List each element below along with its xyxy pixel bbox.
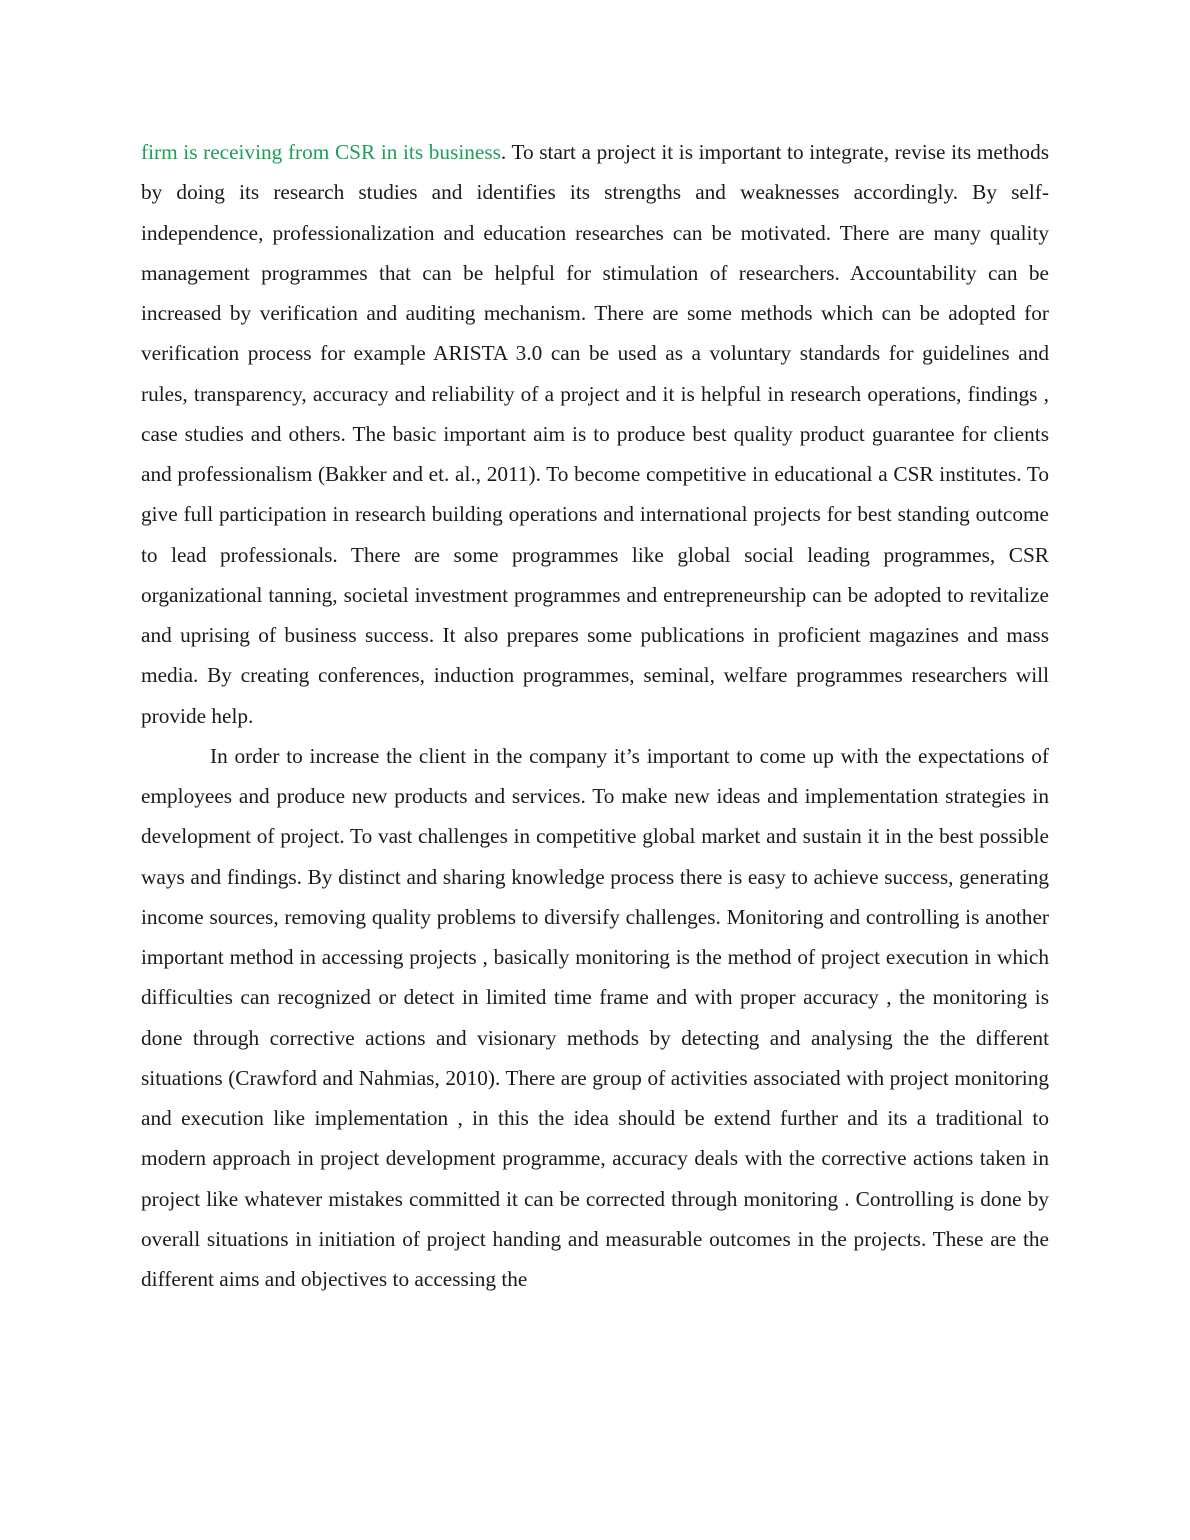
body-paragraph-1 [141,132,1049,736]
paragraph-2-text: In order to increase the client in the company it’s important to come up with the expectations of employees and produce new products and services. To make new ideas and implementation strategies in development of project. To vast challenges in competitive global market and sustain it in the best possible ways and findings. By distinct and sharing knowledge process there is easy to achieve success, generating income sources, removing quality problems to diversify challenges. Monitoring and controlling is another important method in accessing projects , basically monitoring is the method of project execution in which difficulties can recognized or detect in limited time frame and with proper accuracy , the monitoring is done through corrective actions and visionary methods by detecting and analysing the the different situations (Crawford and Nahmias, 2010). There are group of activities associated with project monitoring and execution like implementation , in this the idea should be extend further and its a traditional to modern approach in project development programme, accuracy deals with the corrective actions taken in project like whatever mistakes committed it can be corrected through monitoring . Controlling is done by overall situations in initiation of project handing and measurable outcomes in the projects. These are the different aims and objectives to accessing the [141,743,1049,1291]
document-page [141,132,1049,1299]
highlighted-text: firm is receiving from CSR in its business [141,140,501,164]
body-paragraph-2 [141,736,1049,1300]
paragraph-1-text: . To start a project it is important to integrate, revise its methods by doing its research studies and identifies its strengths and weaknesses accordingly. By self-independence, professionalization and education researches can be motivated. There are many quality management programmes that can be helpful for stimulation of researchers. Accountability can be increased by verification and auditing mechanism. There are some methods which can be adopted for verification process for example ARISTA 3.0 can be used as a voluntary standards for guidelines and rules, transparency, accuracy and reliability of a project and it is helpful in research operations, findings , case studies and others. The basic important aim is to produce best quality product guarantee for clients and professionalism (Bakker and et. al., 2011). To become competitive in educational a CSR institutes. To give full participation in research building operations and international projects for best standing outcome to lead professionals. There are some programmes like global social leading programmes, CSR organizational tanning, societal investment programmes and entrepreneurship can be adopted to revitalize and uprising of business success. It also prepares some publications in proficient magazines and mass media. By creating conferences, induction programmes, seminal, welfare programmes researchers will provide help. [141,140,1050,728]
